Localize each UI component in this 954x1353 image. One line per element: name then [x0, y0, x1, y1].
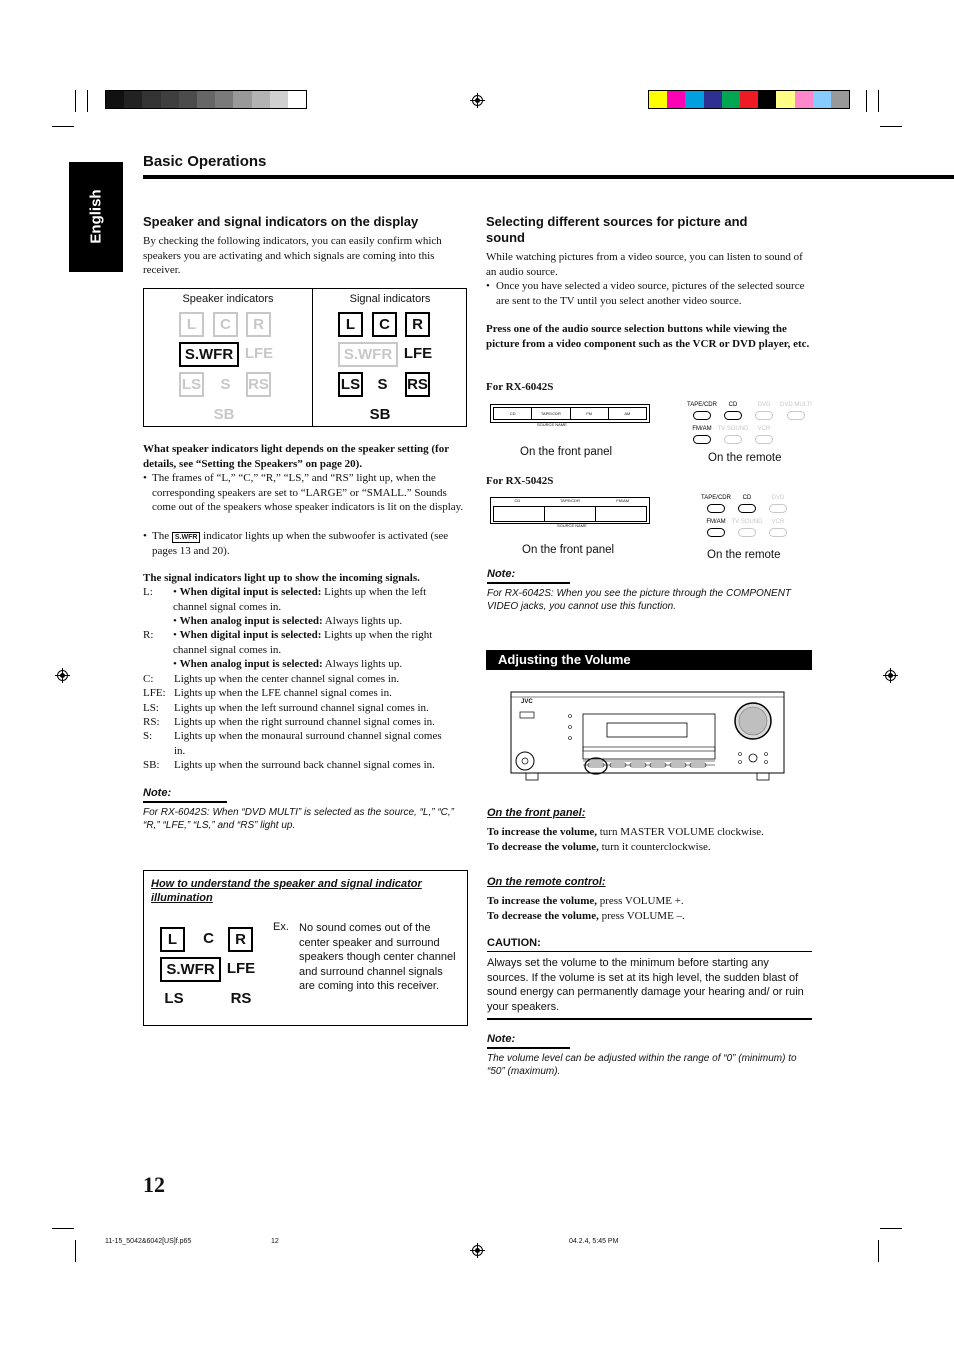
front-panel-caption-1: On the front panel	[520, 446, 613, 458]
bullet-swfr: • The S.WFR indicator lights up when the subwoofer is activated (see pages 13 and 20).	[143, 530, 449, 557]
sources-intro: While watching pictures from a video source, you can listen to sound of an audio source.	[486, 251, 803, 278]
howto-C: C	[203, 930, 214, 947]
color-swatch	[233, 91, 251, 108]
signal-L-analog-text: Always lights up.	[324, 615, 403, 627]
swfr-mini-icon: S.WFR	[172, 532, 201, 543]
left-note-heading: Note:	[143, 787, 172, 799]
signal-R-digital-bold: When digital input is selected:	[179, 629, 322, 641]
caution-text: Always set the volume to the minimum before starting any sources. If the volume is set at its high level, the sudden blast of sound energy can permanently damage your hearing and/ or ruin your speakers.	[487, 957, 804, 1013]
howto-LS: LS	[164, 990, 184, 1007]
signal-L-digital: • When digital input is selected: Lights up when the left channel signal comes in.	[173, 586, 427, 613]
model-6042: For RX-6042S	[486, 381, 554, 393]
signal-row: RS: Lights up when the right surround channel signal comes in.	[143, 716, 435, 728]
signal-row: LFE: Lights up when the LFE channel signal comes in.	[143, 687, 392, 699]
remote-control-heading: On the remote control:	[487, 876, 606, 888]
signal-L-label: L:	[143, 586, 153, 598]
howto-L: L	[160, 927, 185, 952]
language-tab-label: English	[87, 189, 105, 244]
color-swatch	[161, 91, 179, 108]
speaker-S: S	[220, 376, 231, 393]
sources-instruction: Press one of the audio source selection buttons while viewing the picture from a video component such as the VCR or DVD player, etc.	[486, 323, 810, 350]
signal-R-digital: • When digital input is selected: Lights up when the right channel signal comes in.	[173, 629, 433, 656]
color-swatch	[124, 91, 142, 108]
indicators-intro: By checking the following indicators, you can easily confirm which speakers you are activating and which signals are coming into this receiver.	[143, 235, 442, 276]
left-note-text: For RX-6042S: When “DVD MULTI” is selected as the source, “L,” “C,” “R,” “LFE,” “LS,” and “RS” light up.	[143, 807, 455, 831]
bullet-frames-text: The frames of “L,” “C,” “R,” “LS,” and “RS” light up, when the corresponding speakers are set to “LARGE” or “SMALL.” Sounds come out of the speakers whose speaker indicators is lit on the display.	[152, 472, 464, 513]
signal-R-analog-text: Always lights up.	[324, 658, 403, 670]
footer-file: 11-15_5042&6042[US]f.p65	[105, 1238, 192, 1245]
signal-L-analog-bold: When analog input is selected:	[179, 615, 323, 627]
front-panel-heading: On the front panel:	[487, 807, 586, 819]
signal-SB: SB	[369, 406, 391, 423]
signal-row: SB: Lights up when the surround back channel signal comes in.	[143, 759, 435, 771]
remote-6042: TAPE/CDR CD DVD DVD MULTI FM/AM TV SOUND VCR	[686, 402, 816, 452]
remote-5042: TAPE/CDR CD DVD FM/AM TV SOUND VCR	[700, 495, 810, 540]
howto-text: No sound comes out of the center speaker and surround speakers though center channel and surround channel signals are coming into this receiver.	[299, 922, 456, 992]
front-panel-5042: CD TAPE/CDR FM/AM	[490, 497, 650, 524]
depends-heading: What speaker indicators light depends on the speaker setting (for details, see “Setting the Speakers” on page 20).	[143, 443, 449, 470]
signal-row: S: Lights up when the monaural surround channel signal comes in.	[143, 730, 442, 757]
howto-SWFR: S.WFR	[160, 957, 221, 982]
signal-LFE: LFE	[403, 345, 433, 362]
color-swatch	[795, 91, 813, 108]
signal-R-analog-bold: When analog input is selected:	[179, 658, 323, 670]
registration-mark-left	[55, 668, 70, 683]
indicator-table	[143, 288, 467, 427]
bullet-frames: • The frames of “L,” “C,” “R,” “LS,” and “RS” light up, when the corresponding speakers are set to “LARGE” or “SMALL.” Sounds come out of the speakers whose speaker indicators is lit on the display.	[143, 471, 468, 515]
howto-title: How to understand the speaker and signal indicator illumination	[151, 878, 422, 904]
color-swatch	[197, 91, 215, 108]
page-number: 12	[143, 1172, 165, 1197]
remote-caption-2: On the remote	[707, 549, 781, 561]
language-tab	[69, 162, 123, 272]
signal-L-digital-bold: When digital input is selected:	[179, 586, 322, 598]
howto-R: R	[228, 927, 253, 952]
right-note-heading: Note:	[487, 568, 516, 580]
color-swatch	[685, 91, 703, 108]
section-title-indicators: Speaker and signal indicators on the display	[143, 214, 419, 229]
signal-C: C	[372, 312, 397, 337]
signal-R: R	[405, 312, 430, 337]
signal-L-digital-text: Lights up when the left channel signal comes in.	[173, 586, 427, 613]
volume-note-text: The volume level can be adjusted within the range of “0” (minimum) to “50” (maximum).	[487, 1053, 797, 1077]
footer-date: 04.2.4, 5:45 PM	[569, 1238, 619, 1245]
registration-mark-top	[470, 93, 485, 108]
front-panel-6042: CD TAPE/CDR FM AM	[490, 404, 650, 423]
howto-LFE: LFE	[226, 960, 256, 977]
speaker-SWFR: S.WFR	[179, 342, 239, 367]
volume-title: Adjusting the Volume	[498, 652, 631, 667]
bullet-swfr-pre: The	[152, 530, 170, 542]
signal-heading: The signal indicators light up to show the incoming signals.	[143, 572, 420, 584]
color-swatch	[106, 91, 124, 108]
sources-bullet-text: Once you have selected a video source, pictures of the selected source are sent to the TV until you select another video source.	[496, 280, 805, 307]
color-swatch	[142, 91, 160, 108]
color-swatch	[667, 91, 685, 108]
source-name-label-2: SOURCE NAME	[557, 523, 587, 528]
model-5042: For RX-5042S	[486, 475, 554, 487]
signal-S: S	[377, 376, 388, 393]
jvc-logo: JVC	[521, 699, 533, 705]
front-panel-caption-2: On the front panel	[522, 544, 615, 556]
registration-mark-right	[883, 668, 898, 683]
left-note-rule	[143, 801, 227, 803]
remote-caption-1: On the remote	[708, 452, 782, 464]
signal-LS: LS	[338, 372, 363, 397]
howto-ex: Ex.	[273, 921, 289, 933]
signal-RS: RS	[405, 372, 430, 397]
signal-R-digital-text: Lights up when the right channel signal comes in.	[173, 629, 433, 656]
volume-note-rule	[487, 1047, 570, 1049]
speaker-R: R	[246, 312, 271, 337]
bullet-swfr-post: indicator lights up when the subwoofer is activated (see pages 13 and 20).	[152, 530, 449, 557]
signal-R-label: R:	[143, 629, 154, 641]
signal-L-analog: • When analog input is selected: Always lights up.	[173, 615, 403, 627]
front-decrease: To decrease the volume, turn it counterclockwise.	[487, 841, 711, 853]
caution-heading: CAUTION:	[487, 937, 541, 949]
front-increase: To increase the volume, turn MASTER VOLUME clockwise.	[487, 826, 764, 838]
color-swatch	[179, 91, 197, 108]
color-swatch	[740, 91, 758, 108]
color-swatch-bar	[648, 90, 850, 109]
footer-page: 12	[271, 1238, 279, 1245]
volume-note-heading: Note:	[487, 1033, 516, 1045]
remote-increase: To increase the volume, press VOLUME +.	[487, 895, 684, 907]
color-swatch	[831, 91, 849, 108]
section-title-sources: Selecting different sources for picture and sound	[486, 214, 748, 245]
speaker-RS: RS	[246, 372, 271, 397]
page-title: Basic Operations	[143, 153, 267, 170]
color-swatch	[776, 91, 794, 108]
color-swatch	[215, 91, 233, 108]
receiver-illustration	[510, 691, 785, 783]
color-swatch	[704, 91, 722, 108]
signal-L: L	[338, 312, 363, 337]
color-swatch	[288, 91, 306, 108]
signal-R-analog: • When analog input is selected: Always lights up.	[173, 658, 403, 670]
speaker-C: C	[213, 312, 238, 337]
header-rule	[143, 175, 954, 179]
signal-row: LS: Lights up when the left surround channel signal comes in.	[143, 702, 429, 714]
howto-box	[143, 870, 468, 1026]
speaker-LFE: LFE	[244, 345, 274, 362]
signal-SWFR: S.WFR	[338, 342, 398, 367]
signal-row: C: Lights up when the center channel signal comes in.	[143, 673, 400, 685]
color-swatch	[722, 91, 740, 108]
color-swatch	[649, 91, 667, 108]
source-name-label: SOURCE NAME	[537, 422, 567, 427]
speaker-SB: SB	[213, 406, 235, 423]
sources-bullet: • Once you have selected a video source, pictures of the selected source are sent to the TV until you select another video source.	[486, 279, 811, 308]
color-swatch	[813, 91, 831, 108]
signal-indicators-header: Signal indicators	[349, 293, 431, 305]
right-note-text: For RX-6042S: When you see the picture through the COMPONENT VIDEO jacks, you cannot use this function.	[487, 588, 792, 612]
remote-decrease: To decrease the volume, press VOLUME –.	[487, 910, 685, 922]
speaker-L: L	[179, 312, 204, 337]
caution-rule-top	[487, 951, 812, 952]
speaker-LS: LS	[179, 372, 204, 397]
gray-swatch-bar	[105, 90, 307, 109]
volume-banner	[486, 650, 812, 670]
registration-mark-bottom	[470, 1243, 485, 1258]
howto-RS: RS	[230, 990, 252, 1007]
caution-rule-bottom	[487, 1018, 812, 1020]
right-note-rule	[487, 582, 570, 584]
color-swatch	[758, 91, 776, 108]
speaker-indicators-header: Speaker indicators	[182, 293, 274, 305]
color-swatch	[270, 91, 288, 108]
color-swatch	[252, 91, 270, 108]
